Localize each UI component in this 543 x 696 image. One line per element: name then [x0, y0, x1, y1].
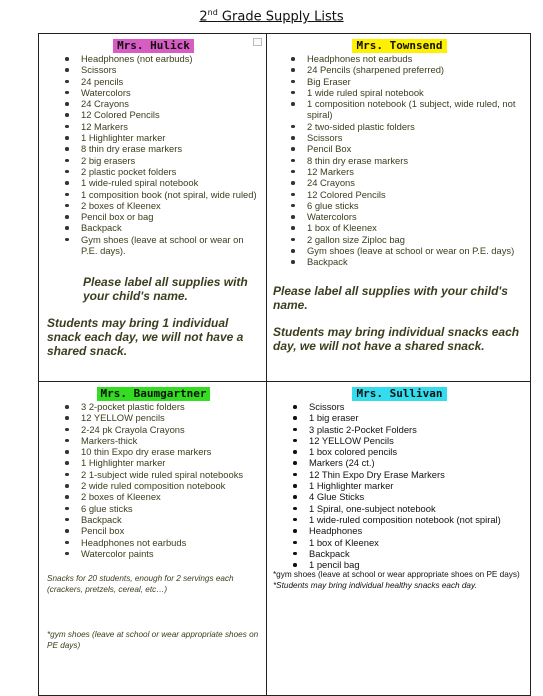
title-grade: 2 [199, 9, 208, 25]
list-item: Gym shoes (leave at school or wear on P.E. days) [273, 245, 526, 256]
list-item: 24 pencils [47, 76, 260, 87]
list-item: 8 thin dry erase markers [273, 155, 526, 166]
baumgartner-supply-list [47, 401, 260, 559]
list-item: Headphones not earbuds [273, 53, 526, 64]
townsend-label-note: Please label all supplies with your child's name. [273, 283, 508, 312]
list-item: 8 thin dry erase markers [47, 143, 260, 154]
list-item: Pencil box or bag [47, 211, 260, 222]
townsend-cell [267, 34, 532, 381]
list-item: Backpack [273, 548, 526, 559]
list-item: Scissors [47, 64, 260, 75]
list-item: 2 plastic pocket folders [47, 166, 260, 177]
list-item: 12 Colored Pencils [273, 189, 526, 200]
list-item: Headphones (not earbuds) [47, 53, 260, 64]
hulick-cell [39, 34, 266, 381]
list-item: Scissors [273, 401, 526, 412]
sullivan-supply-list [273, 401, 526, 570]
list-item: Big Eraser [273, 76, 526, 87]
list-item: 1 big eraser [273, 412, 526, 423]
list-item: 2 gallon size Ziploc bag [273, 234, 526, 245]
list-item: Backpack [273, 256, 526, 267]
list-item: 1 box of Kleenex [273, 537, 526, 548]
list-item: Watercolor paints [47, 548, 260, 559]
page-title [0, 8, 543, 24]
list-item: 1 wide ruled spiral notebook [273, 87, 526, 98]
teacher-name-townsend: Mrs. Townsend [352, 39, 446, 53]
list-item: 24 Crayons [273, 177, 526, 188]
list-item: 3 plastic 2-Pocket Folders [273, 424, 526, 435]
list-item: 2 two-sided plastic folders [273, 121, 526, 132]
list-item: 1 composition notebook (1 subject, wide ruled, not spiral) [273, 98, 526, 121]
title-superscript: nd [207, 8, 218, 17]
list-item: 2-24 pk Crayola Crayons [47, 424, 260, 435]
list-item: Watercolors [273, 211, 526, 222]
list-item: Scissors [273, 132, 526, 143]
baumgartner-snack-note: Snacks for 20 students, enough for 2 servings each (crackers, pretzels, cereal, etc…) [47, 574, 234, 594]
list-item: Backpack [47, 514, 260, 525]
teacher-name-baumgartner: Mrs. Baumgartner [97, 387, 211, 401]
teacher-name-hulick: Mrs. Hulick [113, 39, 194, 53]
list-item: 6 glue sticks [273, 200, 526, 211]
list-item: 12 YELLOW pencils [47, 412, 260, 423]
comment-icon[interactable] [253, 38, 262, 46]
list-item: 1 Highlighter marker [47, 457, 260, 468]
title-text: Grade Supply Lists [217, 9, 344, 25]
list-item: 2 boxes of Kleenex [47, 200, 260, 211]
list-item: 2 big erasers [47, 155, 260, 166]
list-item: Pencil Box [273, 143, 526, 154]
list-item: 6 glue sticks [47, 503, 260, 514]
list-item: 24 Crayons [47, 98, 260, 109]
list-item: 1 Spiral, one-subject notebook [273, 503, 526, 514]
list-item: 1 Highlighter marker [273, 480, 526, 491]
list-item: 1 pencil bag [273, 559, 526, 570]
list-item: 4 Glue Sticks [273, 491, 526, 502]
list-item: 2 1-subject wide ruled spiral notebooks [47, 469, 260, 480]
list-item: Watercolors [47, 87, 260, 98]
baumgartner-cell [39, 382, 266, 696]
list-item: 12 YELLOW Pencils [273, 435, 526, 446]
townsend-snack-note: Students may bring individual snacks each day, we will not have a shared snack. [273, 324, 520, 353]
list-item: 1 box of Kleenex [273, 222, 526, 233]
sullivan-cell [267, 382, 532, 696]
list-item: Backpack [47, 222, 260, 233]
list-item: Headphones not earbuds [47, 537, 260, 548]
sullivan-snack-note: *Students may bring individual healthy snacks each day. [273, 580, 477, 590]
list-item: 2 boxes of Kleenex [47, 491, 260, 502]
baumgartner-gym-note: *gym shoes (leave at school or wear appropriate shoes on PE days) [47, 630, 259, 650]
list-item: Pencil box [47, 525, 260, 536]
list-item: 12 Markers [273, 166, 526, 177]
list-item: 1 Highlighter marker [47, 132, 260, 143]
list-item: Markers-thick [47, 435, 260, 446]
list-item: Headphones [273, 525, 526, 536]
hulick-snack-note: Students may bring 1 individual snack each day, we will not have a shared snack. [47, 316, 244, 359]
list-item: Gym shoes (leave at school or wear on P.E. days). [47, 234, 260, 257]
hulick-supply-list [47, 53, 260, 256]
list-item: 10 thin Expo dry erase markers [47, 446, 260, 457]
list-item: 12 Thin Expo Dry Erase Markers [273, 469, 526, 480]
sullivan-gym-note: *gym shoes (leave at school or wear appropriate shoes on PE days) [273, 570, 520, 580]
list-item: 12 Markers [47, 121, 260, 132]
townsend-supply-list [273, 53, 526, 268]
supply-list-table [38, 33, 531, 696]
list-item: 1 composition book (not spiral, wide ruled) [47, 189, 260, 200]
list-item: 1 wide-ruled composition notebook (not spiral) [273, 514, 526, 525]
list-item: Markers (24 ct.) [273, 457, 526, 468]
list-item: 2 wide ruled composition notebook [47, 480, 260, 491]
list-item: 1 wide-ruled spiral notebook [47, 177, 260, 188]
hulick-label-note: Please label all supplies with your child's name. [83, 275, 248, 304]
list-item: 24 Pencils (sharpened preferred) [273, 64, 526, 75]
teacher-name-sullivan: Mrs. Sullivan [352, 387, 446, 401]
list-item: 12 Colored Pencils [47, 109, 260, 120]
list-item: 3 2-pocket plastic folders [47, 401, 260, 412]
list-item: 1 box colored pencils [273, 446, 526, 457]
